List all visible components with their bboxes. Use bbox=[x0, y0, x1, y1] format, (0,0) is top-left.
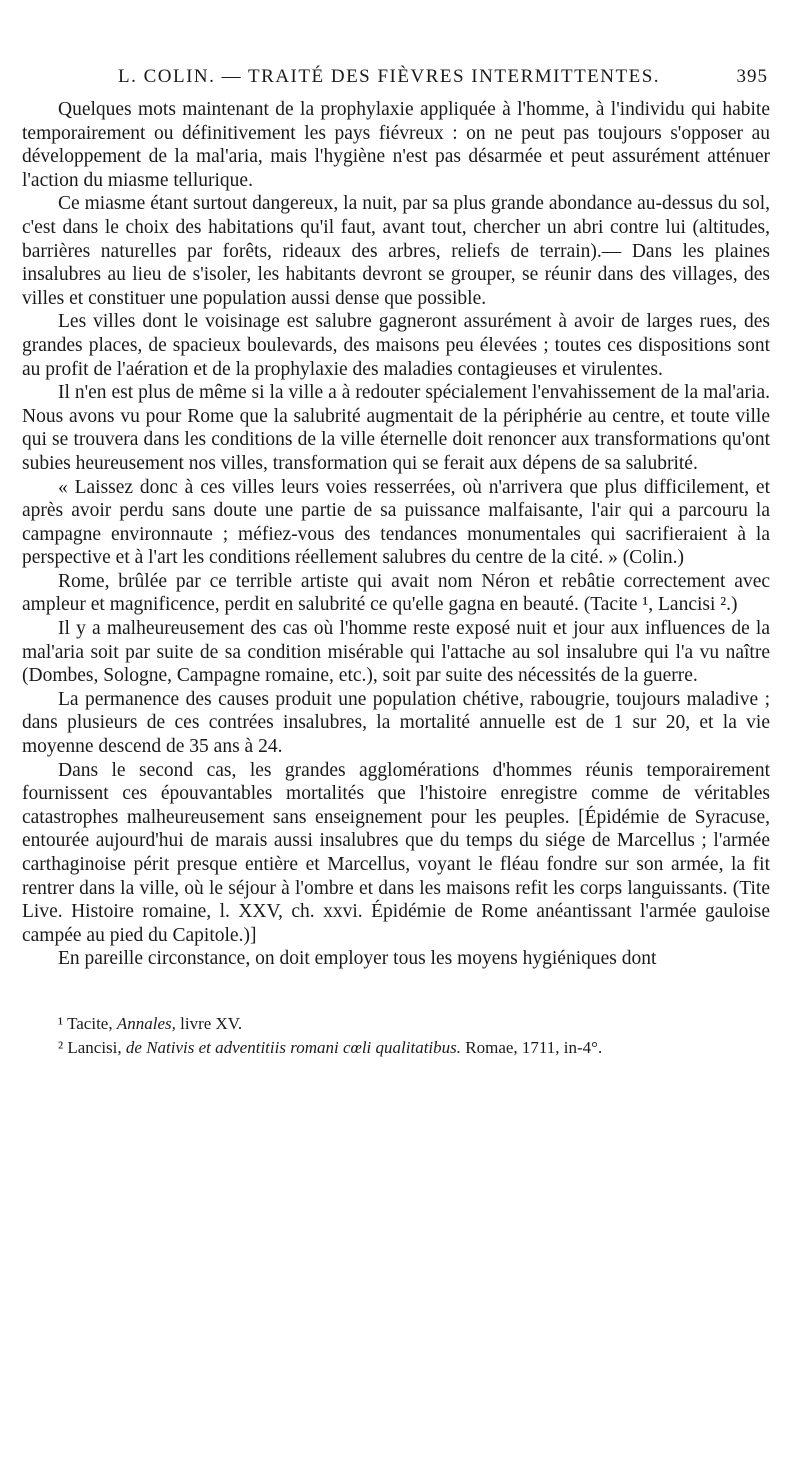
footnote-author: Lancisi, bbox=[67, 1038, 122, 1057]
paragraph-continuation: En pareille circonstance, on doit employer tous les moyens hygiéniques dont bbox=[58, 948, 657, 970]
footnote-rest: Romae, 1711, in-4°. bbox=[465, 1038, 603, 1057]
footnotes bbox=[22, 1012, 770, 1060]
body-text bbox=[22, 98, 770, 971]
footnote-marker: ¹ bbox=[58, 1014, 64, 1033]
footnote-author: Tacite, bbox=[67, 1014, 113, 1033]
paragraph-habitations: Ce miasme étant surtout dangereux, la nuit, par sa plus grande abondance au-dessus du sol, c'est dans le choix des habitations qu'il faut, avant tout, chercher un abri contre lui (altitudes, barrières naturelles par forêts, rideaux des arbres, reliefs de terrain).— Dans les plaines insalubres au lieu de s'isoler, les habitants devront se grouper, se réunir dans des villages, des villes et constituer une population aussi dense que possible. bbox=[22, 193, 770, 309]
footnote-title: de Nativis et adventitiis romani cœli qualitatibus. bbox=[125, 1038, 462, 1057]
footnote-2 bbox=[22, 1036, 770, 1060]
paragraph-rome-nero: Rome, brûlée par ce terrible artiste qui avait nom Néron et rebâtie correctement avec ampleur et magnificence, perdit en salubrité ce qu'elle gagna en beauté. (Tacite ¹, Lancisi ².) bbox=[22, 570, 770, 616]
paragraph-mortality: La permanence des causes produit une population chétive, rabougrie, toujours maladive ; dans plusieurs de ces contrées insalubres, la mortalité annuelle est de 1 sur 20, et la vie moyenne descend de 35 ans à 24. bbox=[22, 688, 770, 758]
paragraph-agglomerations: Dans le second cas, les grandes agglomérations d'hommes réunis temporairement fournissent ces épouvantables mortalités que l'histoire enregistre comme de véritables catastrophes malheureusement sans enseignement pour les peuples. [Épidémie de Syracuse, entourée aujourd'hui de marais aussi insalubres que du temps du siége de Marcellus ; l'armée carthaginoise périt presque entière et Marcellus, voyant le fléau fondre sur son armée, la fit rentrer dans la ville, où le séjour à l'ombre et dans les maisons refit les corps languissants. (Tite Live. Histoire romaine, l. XXV, ch. xxvi. Épidémie de Rome anéantissant l'armée gauloise campée au pied du Capitole.)] bbox=[22, 759, 770, 946]
paragraph-malaria-cities: Il n'en est plus de même si la ville a à redouter spécialement l'envahissement de la mal'aria. Nous avons vu pour Rome que la salubrité augmentait de la périphérie au centre, et toute ville qui se trouvera dans les conditions de la ville éternelle doit renoncer aux transformations qu'ont subies heureusement nos villes, transformation qui se ferait aux dépens de sa salubrité. bbox=[22, 382, 770, 474]
running-head bbox=[118, 66, 768, 96]
paragraph-exposure: Il y a malheureusement des cas où l'homme reste exposé nuit et jour aux influences de la mal'aria soit par suite de sa condition misérable qui l'attache au sol insalubre qui l'a vu naître (Dombes, Sologne, Campagne romaine, etc.), soit par suite des nécessités de la guerre. bbox=[22, 618, 770, 687]
running-title: L. COLIN. — TRAITÉ DES FIÈVRES INTERMITTENTES. bbox=[118, 66, 661, 87]
paragraph-prophylaxis-intro: Quelques mots maintenant de la prophylaxie appliquée à l'homme, à l'individu qui habite temporairement ou définitivement les pays fiévreux : on ne peut pas toujours s'opposer au développement de la mal'aria, mais l'hygiène n'est pas désarmée et peut assurément atténuer l'action du miasme tellurique. bbox=[22, 99, 770, 191]
footnote-title: Annales, bbox=[116, 1014, 176, 1033]
paragraph-colin-quote: « Laissez donc à ces villes leurs voies resserrées, où n'arrivera que plus difficilement, et après avoir perdu sans doute une partie de sa puissance malfaisante, l'air qui a parcouru la campagne environnaute ; méfiez-vous des tendances monumentales qui sacrifieraient à la perspective et à l'art les conditions réellement salubres du centre de la cité. » (Colin.) bbox=[22, 476, 770, 569]
page-number: 395 bbox=[736, 66, 768, 87]
footnote-1 bbox=[22, 1012, 770, 1036]
paragraph-salubrious-cities: Les villes dont le voisinage est salubre gagneront assurément à avoir de larges rues, des grandes places, de spacieux boulevards, des maisons peu élevées ; toutes ces dispositions sont au profit de l'aération et de la prophylaxie des maladies contagieuses et virulentes. bbox=[22, 311, 770, 380]
footnote-rest: livre XV. bbox=[180, 1014, 243, 1033]
footnote-marker: ² bbox=[58, 1038, 64, 1057]
